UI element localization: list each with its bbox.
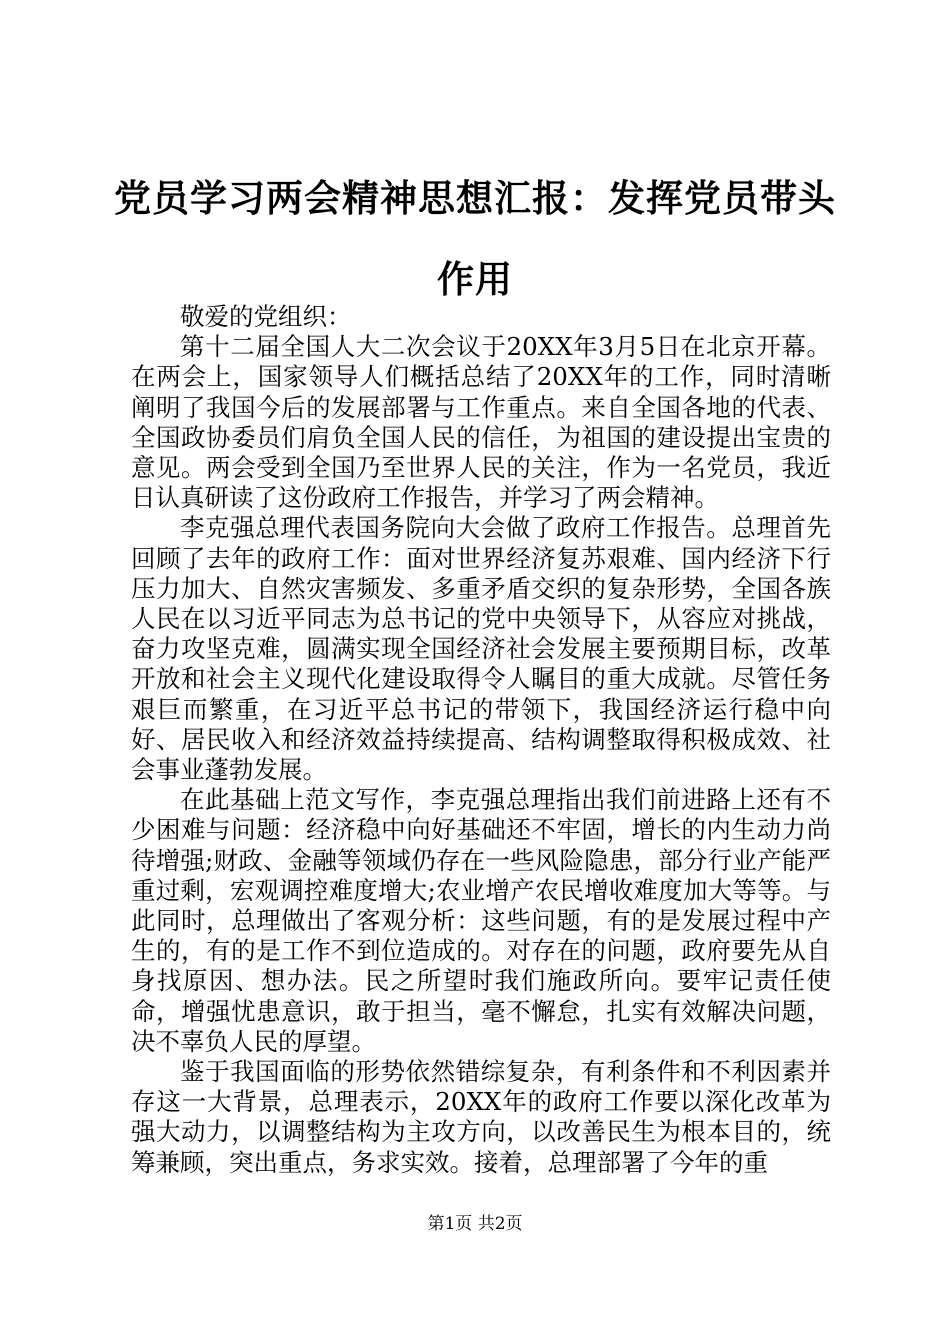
paragraph-1: 第十二届全国人大二次会议于20XX年3月5日在北京开幕。在两会上，国家领导人们概括总结了20XX年的工作，同时清晰阐明了我国今后的发展部署与工作重点。来自全国各地的代表、全国政协委员们肩负全国人民的信任，为祖国的建设提出宝贵的意见。两会受到全国乃至世界人民的关注，作为一名党员，我近日认真研读了这份政府工作报告，并学习了两会精神。 xyxy=(131,332,831,513)
salutation: 敬爱的党组织： xyxy=(180,302,352,331)
paragraph-4: 鉴于我国面临的形势依然错综复杂，有利条件和不利因素并存这一大背景，总理表示，20XX年的政府工作要以深化改革为强大动力，以调整结构为主攻方向，以改善民生为根本目的，统筹兼顾，突出重点，务求实效。接着，总理部署了今年的重 xyxy=(131,1057,831,1177)
page-footer: 第1页 共2页 xyxy=(427,1214,523,1234)
paragraph-2: 李克强总理代表国务院向大会做了政府工作报告。总理首先回顾了去年的政府工作：面对世界经济复苏艰难、国内经济下行压力加大、自然灾害频发、多重矛盾交织的复杂形势，全国各族人民在以习近平同志为总书记的党中央领导下，从容应对挑战，奋力攻坚克难，圆满实现全国经济社会发展主要预期目标，改革开放和社会主义现代化建设取得令人瞩目的重大成就。尽管任务艰巨而繁重，在习近平总书记的带领下，我国经济运行稳中向好、居民收入和经济效益持续提高、结构调整取得积极成效、社会事业蓬勃发展。 xyxy=(131,513,831,785)
paragraph-3: 在此基础上范文写作，李克强总理指出我们前进路上还有不少困难与问题：经济稳中向好基础还不牢固，增长的内生动力尚待增强;财政、金融等领域仍存在一些风险隐患，部分行业产能严重过剩，宏观调控难度增大;农业增产农民增收难度加大等等。与此同时，总理做出了客观分析：这些问题，有的是发展过程中产生的，有的是工作不到位造成的。对存在的问题，政府要先从自身找原因、想办法。民之所望时我们施政所向。要牢记责任使命，增强忧患意识，敢于担当，毫不懈怠，扎实有效解决问题，决不辜负人民的厚望。 xyxy=(131,785,831,1056)
document-body xyxy=(131,302,831,1178)
document-title: 党员学习两会精神思想汇报：发挥党员带头作用 xyxy=(114,176,836,301)
